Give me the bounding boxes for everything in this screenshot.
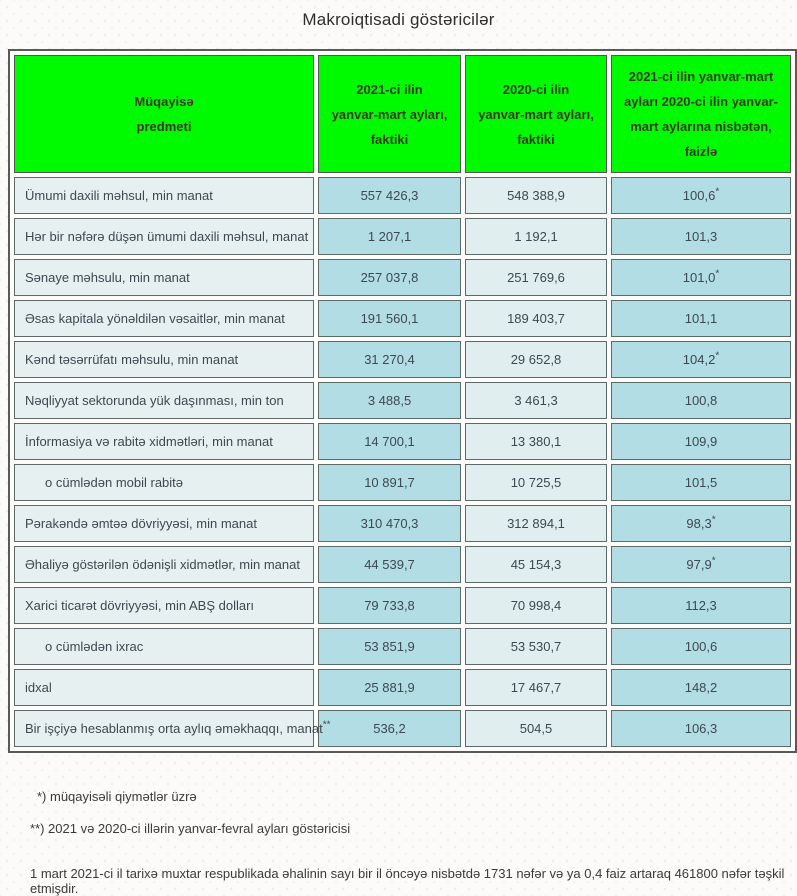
value-2020-cell-value: 29 652,8 [510,352,562,367]
row-label-cell [14,423,314,460]
row-label: Xarici ticarət dövriyyəsi, min ABŞ dolları [25,598,255,613]
col-header-comparison-subject [14,55,314,173]
population-note: 1 mart 2021-ci il tarixə muxtar respublikada əhalinin sayı bir il öncəyə nisbətdə 1731 nəfər və ya 0,4 faiz artaraq 461800 nəfər təşkil etmişdir. [30,866,785,896]
macro-indicators-table [8,49,797,753]
percent-cell [611,546,791,583]
percent-cell [611,669,791,706]
row-label: Sənaye məhsulu, min manat [25,270,190,285]
value-2021-cell-value: 310 470,3 [360,516,419,531]
percent-cell [611,505,791,542]
value-2021-cell-value: 14 700,1 [364,434,415,449]
table-row [14,218,791,255]
value-2021-cell [318,710,461,747]
value-2021-cell [318,382,461,419]
col-header-2020-actual [465,55,607,173]
percent-cell [611,259,791,296]
header-line: 2021-ci ilin [356,81,423,97]
value-2021-cell-value: 79 733,8 [364,598,415,613]
percent-cell [611,587,791,624]
row-label-cell [14,710,331,747]
value-2020-cell [465,382,607,419]
row-label: o cümlədən ixrac [45,639,144,654]
value-2021-cell [318,300,461,337]
row-label-cell [14,628,314,665]
header-line: faktiki [517,131,555,147]
header-row [14,55,791,173]
percent-cell-value: 100,6 [684,639,718,654]
row-label: Əhaliyə göstərilən ödənişli xidmətlər, min manat [25,557,300,572]
row-label: o cümlədən mobil rabitə [45,475,184,490]
table-row [14,669,791,706]
value-2020-cell-value: 17 467,7 [510,680,562,695]
percent-superscript: * [715,350,720,362]
value-2021-cell-value: 10 891,7 [364,475,415,490]
footnote-comparable-prices: *) müqayisəli qiymətlər üzrə [37,789,197,804]
value-2021-cell-value: 31 270,4 [364,352,415,367]
value-2020-cell [465,177,607,214]
row-label-cell [14,669,314,706]
value-2021-cell-value: 3 488,5 [367,393,412,408]
percent-superscript: * [715,268,720,280]
value-2021-cell-value: 44 539,7 [364,557,415,572]
percent-superscript: * [715,186,720,198]
footnotes-block [30,789,797,836]
percent-cell-value: 112,3 [685,598,717,613]
table-row [14,464,791,501]
percent-cell-value: 100,8 [684,393,718,408]
percent-cell-value: 100,6 [682,188,716,203]
header-line: Müqayisə [134,94,194,109]
percent-cell-value: 109,9 [684,434,718,449]
value-2021-cell [318,587,461,624]
percent-cell-value: 97,9 [686,557,712,572]
footnote-jan-feb-indicator: **) 2021 və 2020-ci illərin yanvar-fevral ayları göstəricisi [30,821,351,836]
row-label: Pərakəndə əmtəə dövriyyəsi, min manat [25,516,257,531]
percent-cell [611,423,791,460]
row-label-cell [14,218,314,255]
value-2021-cell-value: 191 560,1 [360,311,419,326]
header-line: ayları 2020-ci ilin yanvar- [624,94,778,109]
percent-cell [611,218,791,255]
value-2021-cell [318,218,461,255]
value-2020-cell-value: 251 769,6 [507,270,565,285]
header-line: 2021-ci ilin yanvar-mart [628,69,774,84]
table-row [14,546,791,583]
percent-cell [611,341,791,378]
value-2021-cell-value: 536,2 [373,721,406,736]
value-2020-cell-value: 504,5 [519,721,553,736]
value-2020-cell [465,546,607,583]
col-header-percent-change [611,55,791,173]
row-label-cell [14,505,314,542]
row-label-cell [14,587,314,624]
value-2020-cell-value: 548 388,9 [507,188,565,203]
header-line: mart aylarına nisbətən, [630,119,772,134]
value-2020-cell [465,300,607,337]
row-label-cell [14,382,314,419]
row-label: Hər bir nəfərə düşən ümumi daxili məhsul, manat [25,229,309,244]
page-title: Makroiqtisadi göstəricilər [302,10,495,29]
value-2020-cell [465,628,607,665]
row-label-cell [14,300,314,337]
percent-cell-value: 101,1 [684,311,718,326]
value-2020-cell-value: 13 380,1 [510,434,562,449]
label-superscript: ** [322,719,331,731]
value-2021-cell-value: 25 881,9 [364,680,415,695]
percent-cell [611,177,791,214]
value-2021-cell [318,628,461,665]
row-label: Bir işçiyə hesablanmış orta aylıq əməkhaqqı, manat [25,721,323,736]
percent-superscript: * [711,555,716,567]
value-2020-cell [465,423,607,460]
value-2020-cell [465,218,607,255]
percent-cell [611,464,791,501]
row-label-cell [14,341,314,378]
value-2021-cell-value: 557 426,3 [360,188,419,203]
percent-cell [611,710,791,747]
row-label: Ümumi daxili məhsul, min manat [25,188,213,203]
value-2020-cell-value: 1 192,1 [514,229,558,244]
value-2020-cell [465,259,607,296]
row-label-cell [14,177,314,214]
value-2020-cell-value: 10 725,5 [510,475,562,490]
table-row [14,177,791,214]
col-header-2021-actual [318,55,461,173]
value-2020-cell-value: 3 461,3 [514,393,558,408]
value-2020-cell [465,341,607,378]
percent-cell-value: 101,3 [684,229,718,244]
value-2020-cell-value: 189 403,7 [507,311,565,326]
header-line: faktiki [370,131,409,147]
row-label-cell [14,464,314,501]
value-2021-cell [318,669,461,706]
row-label: Nəqliyyat sektorunda yük daşınması, min ton [25,393,284,408]
value-2020-cell [465,464,607,501]
value-2021-cell-value: 53 851,9 [364,639,415,654]
value-2020-cell-value: 312 894,1 [507,516,565,531]
value-2021-cell [318,464,461,501]
value-2021-cell-value: 257 037,8 [360,270,419,285]
value-2020-cell-value: 45 154,3 [510,557,562,572]
table-row [14,423,791,460]
header-line: predmeti [136,119,192,134]
percent-cell [611,382,791,419]
value-2020-cell [465,710,607,747]
percent-cell [611,300,791,337]
row-label: İnformasiya və rabitə xidmətləri, min manat [25,434,273,449]
value-2020-cell [465,505,607,542]
value-2021-cell [318,505,461,542]
percent-cell-value: 101,5 [684,475,718,490]
table-row [14,587,791,624]
header-line: 2020-ci ilin [502,81,570,97]
value-2021-cell [318,341,461,378]
table-row [14,382,791,419]
value-2020-cell-value: 53 530,7 [510,639,562,654]
row-label-cell [14,546,314,583]
value-2021-cell [318,546,461,583]
value-2020-cell [465,587,607,624]
percent-superscript: * [711,514,716,526]
table-row [14,300,791,337]
table-row [14,505,791,542]
value-2021-cell [318,259,461,296]
percent-cell-value: 148,2 [684,680,718,695]
table-row [14,628,791,665]
value-2020-cell-value: 70 998,4 [510,598,562,613]
value-2020-cell [465,669,607,706]
header-line: faizlə [684,144,718,159]
percent-cell [611,628,791,665]
row-label-cell [14,259,314,296]
value-2021-cell-value: 1 207,1 [367,229,412,244]
row-label: Kənd təsərrüfatı məhsulu, min manat [25,352,239,367]
percent-cell-value: 101,0 [682,270,716,285]
percent-cell-value: 104,2 [682,352,716,367]
percent-cell-value: 106,3 [684,721,718,736]
row-label: Əsas kapitala yönəldilən vəsaitlər, min manat [25,311,285,326]
value-2021-cell [318,423,461,460]
row-label: idxal [25,680,52,695]
value-2021-cell [318,177,461,214]
table-row [14,259,791,296]
header-line: yanvar-mart ayları, [331,106,448,122]
percent-cell-value: 98,3 [686,516,712,531]
table-row [14,341,791,378]
header-line: yanvar-mart ayları, [478,106,594,122]
table-row [14,710,791,747]
